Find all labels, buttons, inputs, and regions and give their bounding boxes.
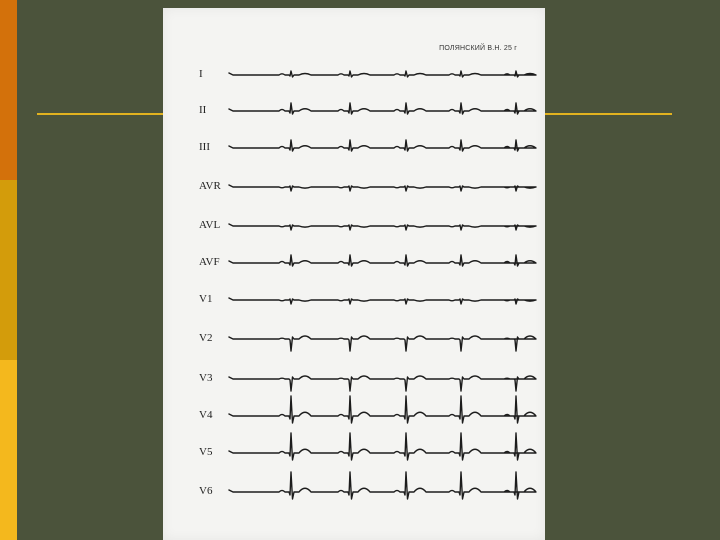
lead-label-ii: II xyxy=(199,104,207,116)
lead-label-v6: V6 xyxy=(199,485,213,497)
trace-lead-iii xyxy=(229,140,536,151)
lead-label-avl: AVL xyxy=(199,219,221,231)
trace-lead-v3 xyxy=(229,376,536,391)
trace-lead-avr xyxy=(229,185,536,191)
trace-lead-v5 xyxy=(229,433,536,460)
lead-label-v4: V4 xyxy=(199,409,213,421)
yellow-side-strip xyxy=(0,360,17,540)
lead-label-avr: AVR xyxy=(199,180,221,192)
title-rule-left xyxy=(37,113,163,115)
trace-lead-v4 xyxy=(229,396,536,423)
orange-side-strip xyxy=(0,0,17,180)
lead-label-iii: III xyxy=(199,141,210,153)
ecg-recording-image xyxy=(163,8,545,540)
lead-label-avf: AVF xyxy=(199,256,220,268)
trace-lead-v6 xyxy=(229,472,536,499)
patient-name: ПОЛЯНСКИЙ В.Н. 25 г xyxy=(439,45,517,52)
trace-lead-ii xyxy=(229,103,536,114)
lead-label-i: I xyxy=(199,68,203,80)
lead-label-v1: V1 xyxy=(199,293,213,305)
trace-lead-avf xyxy=(229,255,536,266)
title-rule-right xyxy=(545,113,672,115)
trace-lead-v2 xyxy=(229,336,536,351)
amber-side-strip xyxy=(0,180,17,360)
lead-label-v3: V3 xyxy=(199,372,213,384)
trace-lead-avl xyxy=(229,224,536,230)
trace-lead-i xyxy=(229,71,536,77)
lead-label-v5: V5 xyxy=(199,446,213,458)
lead-label-v2: V2 xyxy=(199,332,213,344)
trace-lead-v1 xyxy=(229,298,536,304)
ecg-traces xyxy=(163,8,545,540)
